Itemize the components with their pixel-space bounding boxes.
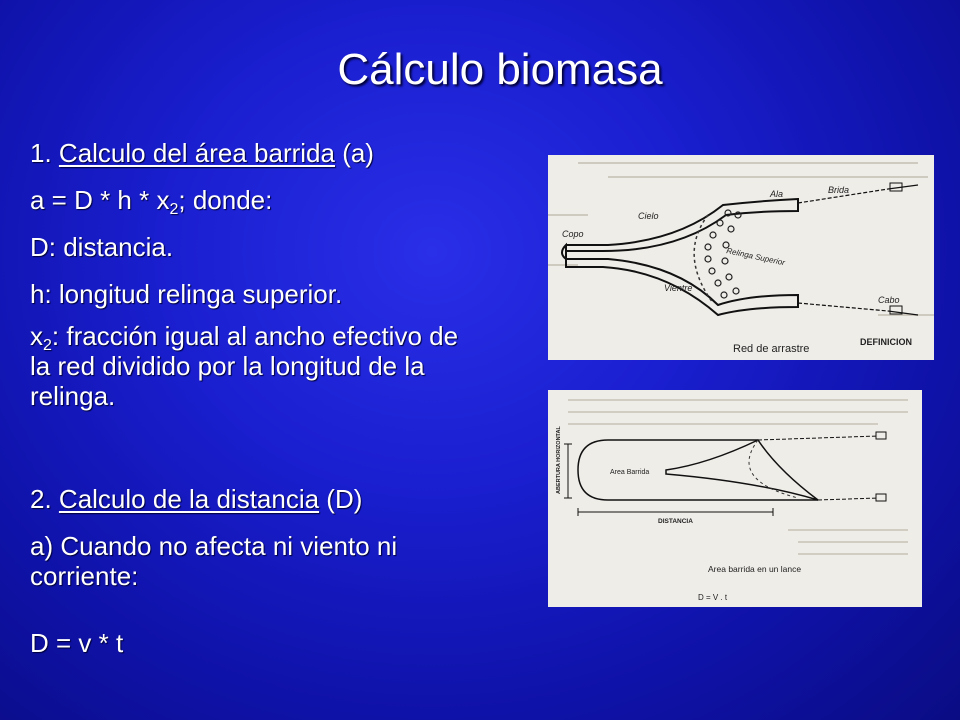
definition-x2-subscript: 2 [43, 337, 52, 354]
trawl-net-diagram [548, 155, 934, 360]
label-cabo: Cabo [878, 295, 900, 305]
label-ala: Ala [770, 189, 784, 199]
label-relinga: Relinga Superior [725, 246, 786, 268]
definition-x2-text: : fracción igual al ancho efectivo de la red dividido por la longitud de la relinga. [30, 321, 459, 411]
item2-heading: Calculo de la distancia [58, 484, 320, 514]
formula-a [30, 185, 500, 218]
slide-title: Cálculo biomasa [337, 45, 663, 94]
trawl-caption: Red de arrastre [733, 343, 810, 355]
area-caption: Area barrida en un lance [708, 564, 802, 574]
trawl-corner-text: DEFINICION [860, 337, 913, 347]
item1-heading: Calculo del área barrida [58, 138, 335, 168]
item2-line [30, 484, 500, 514]
item2-number: 2. [30, 484, 59, 514]
label-distancia: DISTANCIA [658, 518, 693, 525]
definition-h: h: longitud relinga superior. [30, 279, 343, 309]
item2-condition: a) Cuando no afecta ni viento ni corriente: [30, 531, 398, 591]
label-brida: Brida [828, 185, 850, 195]
item1-line [30, 138, 500, 168]
item1-suffix: (a) [334, 138, 374, 168]
swept-area-diagram [548, 390, 922, 607]
formula-a-main: a = D * h * x [30, 185, 170, 215]
label-cielo: Cielo [638, 211, 659, 221]
definition-d: D: distancia. [30, 232, 174, 262]
formula-a-tail: ; donde: [178, 185, 273, 215]
trawl-net-figure [548, 155, 934, 360]
label-apertura: ABERTURA HORIZONTAL [556, 426, 562, 494]
area-formula: D = V . t [698, 593, 728, 602]
label-vientre: Vientre [664, 283, 693, 293]
definition-x2 [30, 321, 480, 411]
swept-area-figure [548, 390, 922, 607]
formula-d: D = v * t [30, 628, 124, 658]
item2-suffix: (D) [319, 484, 363, 514]
definition-x2-var: x [30, 321, 43, 351]
formula-a-subscript: 2 [169, 201, 179, 218]
label-copo: Copo [562, 229, 584, 239]
item1-number: 1. [30, 138, 59, 168]
label-area-barrida: Area Barrida [610, 469, 650, 476]
